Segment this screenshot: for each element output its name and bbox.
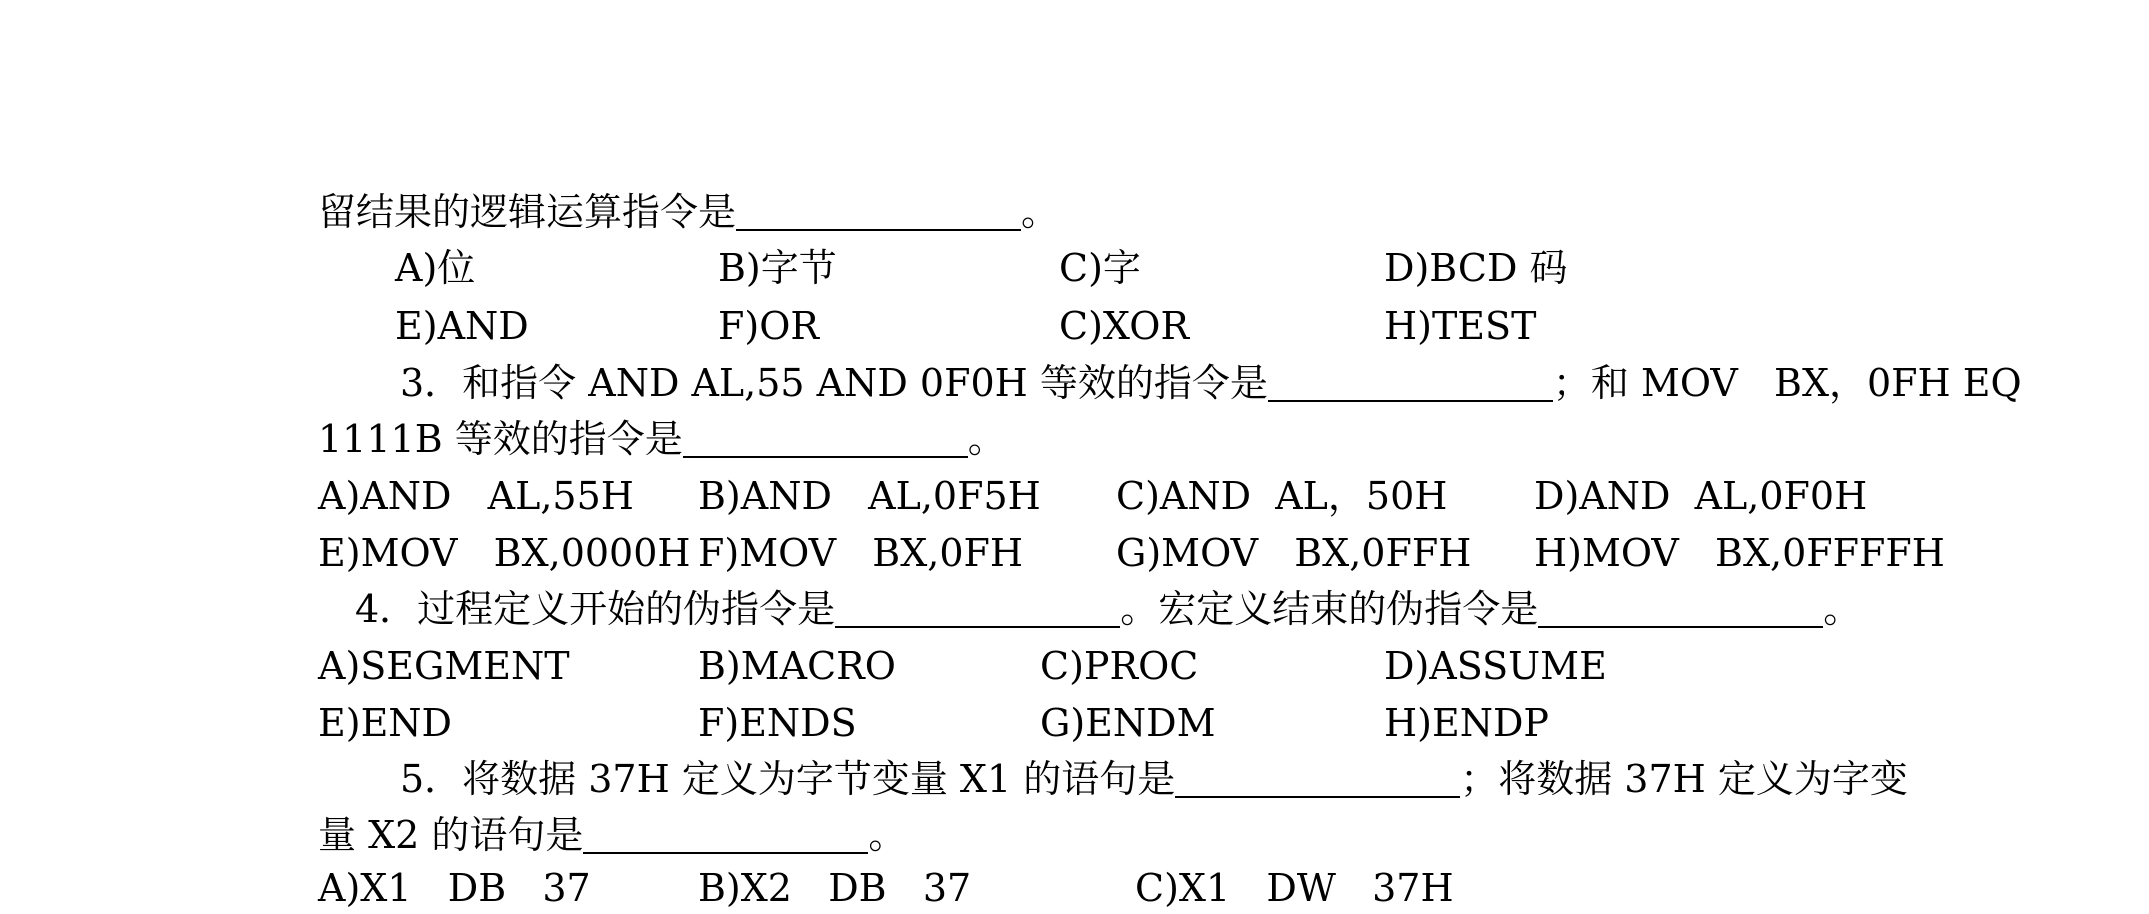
q3-stem-line1 — [400, 357, 2022, 409]
q3-option-a: A)AND AL,55H — [318, 474, 634, 518]
q4-stem — [355, 583, 1861, 635]
q5-option-b: B)X2 DB 37 — [698, 866, 972, 910]
q2-option-h: H)TEST — [1384, 304, 1537, 348]
q4-option-g: G)ENDM — [1040, 701, 1216, 745]
q2-option-d: D)BCD 码 — [1384, 246, 1568, 290]
q3-stem-text-d: 。 — [967, 417, 1006, 461]
q3-option-d: D)AND AL,0F0H — [1534, 474, 1868, 518]
answer-blank[interactable] — [683, 420, 968, 458]
answer-blank[interactable] — [835, 590, 1120, 628]
q3-option-c: C)AND AL，50H — [1116, 474, 1448, 518]
q2-option-a: A)位 — [395, 246, 476, 290]
q3-option-g: G)MOV BX,0FFH — [1116, 531, 1472, 575]
q5-stem-text-d: 。 — [868, 813, 907, 857]
q3-option-b: B)AND AL,0F5H — [698, 474, 1041, 518]
q2-option-e: E)AND — [395, 304, 529, 348]
q4-stem-text-a: 4．过程定义开始的伪指令是 — [355, 587, 836, 631]
answer-blank[interactable] — [1268, 364, 1553, 402]
q2-option-c: C)字 — [1059, 246, 1141, 290]
q5-stem-text-c: 量 X2 的语句是 — [318, 813, 584, 857]
answer-blank[interactable] — [736, 193, 1021, 231]
q4-option-e: E)END — [318, 701, 453, 745]
q2-stem-tail: 。 — [1021, 190, 1060, 234]
q3-stem-text-c: 1111B 等效的指令是 — [318, 417, 683, 461]
q4-option-d: D)ASSUME — [1384, 644, 1607, 688]
q4-option-h: H)ENDP — [1384, 701, 1549, 745]
q2-stem-text: 留结果的逻辑运算指令是 — [318, 190, 737, 234]
q5-option-a: A)X1 DB 37 — [318, 866, 591, 910]
q5-option-c: C)X1 DW 37H — [1135, 866, 1454, 910]
q3-stem-text-a: 3．和指令 AND AL,55 AND 0F0H 等效的指令是 — [400, 361, 1268, 405]
answer-blank[interactable] — [1538, 590, 1823, 628]
q5-stem-line1 — [400, 753, 1908, 805]
q2-option-f: F)OR — [718, 304, 819, 348]
q5-stem-text-b: ；将数据 37H 定义为字变 — [1460, 757, 1908, 801]
q2-option-b: B)字节 — [718, 246, 837, 290]
q4-stem-text-b: 。宏定义结束的伪指令是 — [1120, 587, 1539, 631]
q3-stem-line2 — [318, 413, 1006, 465]
answer-blank[interactable] — [1175, 760, 1460, 798]
q5-stem-line2 — [318, 809, 906, 861]
answer-blank[interactable] — [583, 816, 868, 854]
q2-stem — [318, 186, 1059, 238]
q4-option-c: C)PROC — [1040, 644, 1199, 688]
q3-stem-text-b: ；和 MOV BX，0FH EQ — [1552, 361, 2022, 405]
q4-option-a: A)SEGMENT — [318, 644, 570, 688]
q4-option-f: F)ENDS — [698, 701, 857, 745]
q5-stem-text-a: 5．将数据 37H 定义为字节变量 X1 的语句是 — [400, 757, 1176, 801]
q3-option-h: H)MOV BX,0FFFFH — [1534, 531, 1945, 575]
q2-option-g: C)XOR — [1059, 304, 1190, 348]
q4-stem-text-c: 。 — [1823, 587, 1862, 631]
q4-option-b: B)MACRO — [698, 644, 896, 688]
q3-option-f: F)MOV BX,0FH — [698, 531, 1024, 575]
q3-option-e: E)MOV BX,0000H — [318, 531, 691, 575]
